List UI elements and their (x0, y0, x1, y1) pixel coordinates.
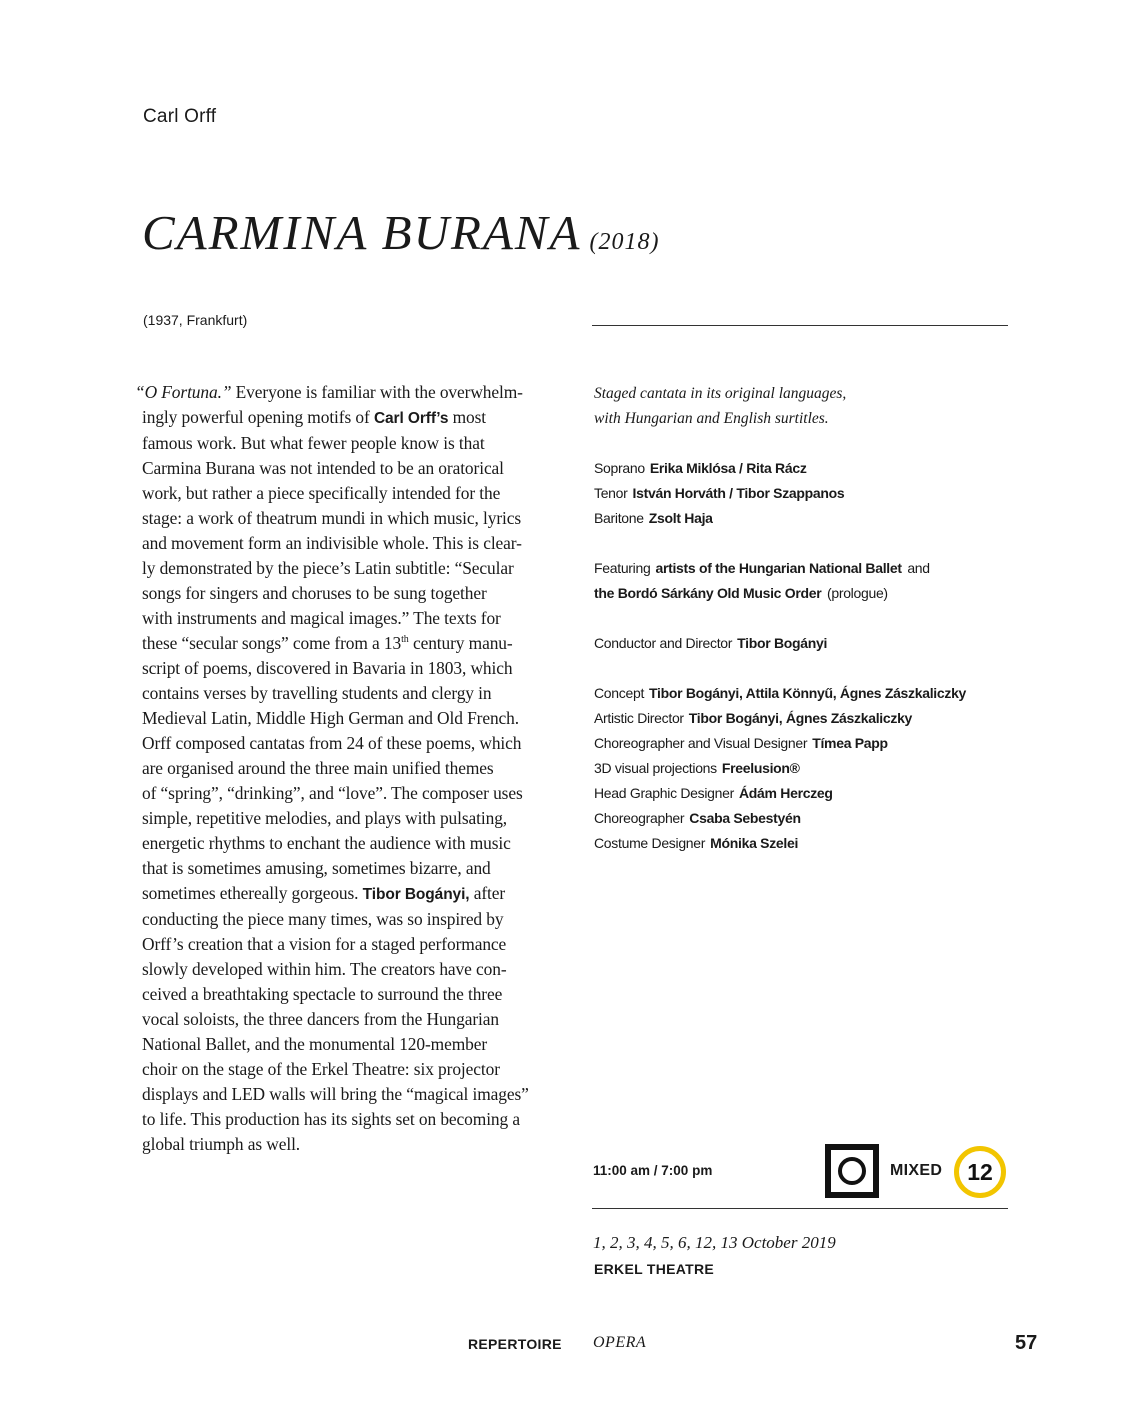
body-line: Orff composed cantatas from 24 of these poems, which (142, 733, 522, 753)
body-line: contains verses by travelling students and clergy in (142, 683, 492, 703)
body-line: Carmina Burana was not intended to be an oratorical (142, 458, 504, 478)
body-line: with instruments and magical images.” The texts for (142, 608, 501, 628)
conductor-credit (594, 631, 827, 656)
page-title (142, 204, 659, 261)
composer-highlight: Carl Orff’s (373, 410, 449, 427)
body-line: stage: a work of theatrum mundi in which music, lyrics (142, 508, 522, 528)
conductor-highlight: Tibor Bogányi, (362, 886, 470, 903)
body-line: energetic rhythms to enchant the audience with music (142, 833, 511, 853)
body-line: “O Fortuna.” Everyone is familiar with the overwhelm- (135, 382, 523, 402)
body-line: Medieval Latin, Middle High German and Old French. (142, 708, 520, 728)
credit-row: 3D visual projections Freelusion® (594, 760, 800, 776)
footer-section: REPERTOIRE (468, 1336, 562, 1352)
credit-row: Choreographer Csaba Sebestyén (594, 810, 801, 826)
title-text: CARMINA BURANA (142, 205, 582, 260)
featuring-credit (594, 556, 930, 606)
credit-row: Conductor and Director Tibor Bogányi (594, 635, 828, 651)
body-line: Orff’s creation that a vision for a staged performance (142, 934, 507, 954)
performance-dates: 1, 2, 3, 4, 5, 6, 12, 13 October 2019 (593, 1233, 836, 1252)
venue-name: ERKEL THEATRE (594, 1261, 715, 1277)
credit-row: Soprano Erika Miklósa / Rita Rácz (594, 460, 807, 476)
performance-times: 11:00 am / 7:00 pm (593, 1163, 713, 1178)
creative-team (594, 681, 966, 856)
body-line: displays and LED walls will bring the “magical images” (142, 1084, 529, 1104)
intro-line: with Hungarian and English surtitles. (594, 410, 829, 427)
divider (592, 325, 1008, 326)
credit-row: Concept Tibor Bogányi, Attila Könnyű, Ágnes Zászkaliczky (594, 685, 967, 701)
category-label: MIXED (890, 1162, 943, 1179)
body-line: are organised around the three main unified themes (142, 758, 494, 778)
body-line: and movement form an indivisible whole. This is clear- (142, 533, 522, 553)
body-text (135, 380, 562, 1157)
body-line: choir on the stage of the Erkel Theatre: six projector (142, 1059, 500, 1079)
production-year: (2018) (589, 229, 660, 255)
credit-row: Costume Designer Mónika Szelei (594, 835, 799, 851)
body-line: vocal soloists, the three dancers from the Hungarian (142, 1009, 499, 1029)
body-line: ingly powerful opening motifs of Carl Orff’s most (142, 407, 487, 427)
body-line: work, but rather a piece specifically intended for the (142, 483, 501, 503)
age-rating-badge: 12 (954, 1146, 1006, 1198)
credit-row: Baritone Zsolt Haja (594, 510, 713, 526)
production-intro (594, 381, 846, 431)
body-line: National Ballet, and the monumental 120-member (142, 1034, 488, 1054)
divider (592, 1208, 1008, 1209)
body-line: ceived a breathtaking spectacle to surround the three (142, 984, 503, 1004)
credit-row: Artistic Director Tibor Bogányi, Ágnes Zászkaliczky (594, 710, 913, 726)
body-line: ly demonstrated by the piece’s Latin subtitle: “Secular (142, 558, 514, 578)
body-line: sometimes ethereally gorgeous. Tibor Bogányi, after (142, 883, 506, 903)
credit-row: Featuring artists of the Hungarian National Ballet and (594, 560, 930, 576)
intro-line: Staged cantata in its original languages, (594, 385, 847, 402)
body-line: script of poems, discovered in Bavaria in 1803, which (142, 658, 513, 678)
body-line: global triumph as well. (142, 1134, 301, 1154)
opera-category-icon (825, 1144, 879, 1198)
credit-row: the Bordó Sárkány Old Music Order (prologue) (594, 585, 888, 601)
cast-list (594, 456, 844, 531)
body-line: that is sometimes amusing, sometimes bizarre, and (142, 858, 491, 878)
premiere-info: (1937, Frankfurt) (143, 312, 248, 328)
body-line: slowly developed within him. The creators have con- (142, 959, 507, 979)
page-number: 57 (1015, 1332, 1038, 1354)
body-line: simple, repetitive melodies, and plays with pulsating, (142, 808, 508, 828)
credit-row: Choreographer and Visual Designer Tímea Papp (594, 735, 888, 751)
body-line: songs for singers and choruses to be sung together (142, 583, 487, 603)
body-line: to life. This production has its sights set on becoming a (142, 1109, 520, 1129)
credit-row: Head Graphic Designer Ádám Herczeg (594, 785, 833, 801)
body-line: of “spring”, “drinking”, and “love”. The composer uses (142, 783, 523, 803)
body-line: conducting the piece many times, was so inspired by (142, 909, 504, 929)
composer-name: Carl Orff (143, 106, 217, 127)
credit-row: Tenor István Horváth / Tibor Szappanos (594, 485, 845, 501)
body-line: famous work. But what fewer people know is that (142, 433, 485, 453)
body-line: these “secular songs” come from a 13th century manu- (142, 633, 513, 653)
footer-genre: OPERA (593, 1334, 647, 1351)
